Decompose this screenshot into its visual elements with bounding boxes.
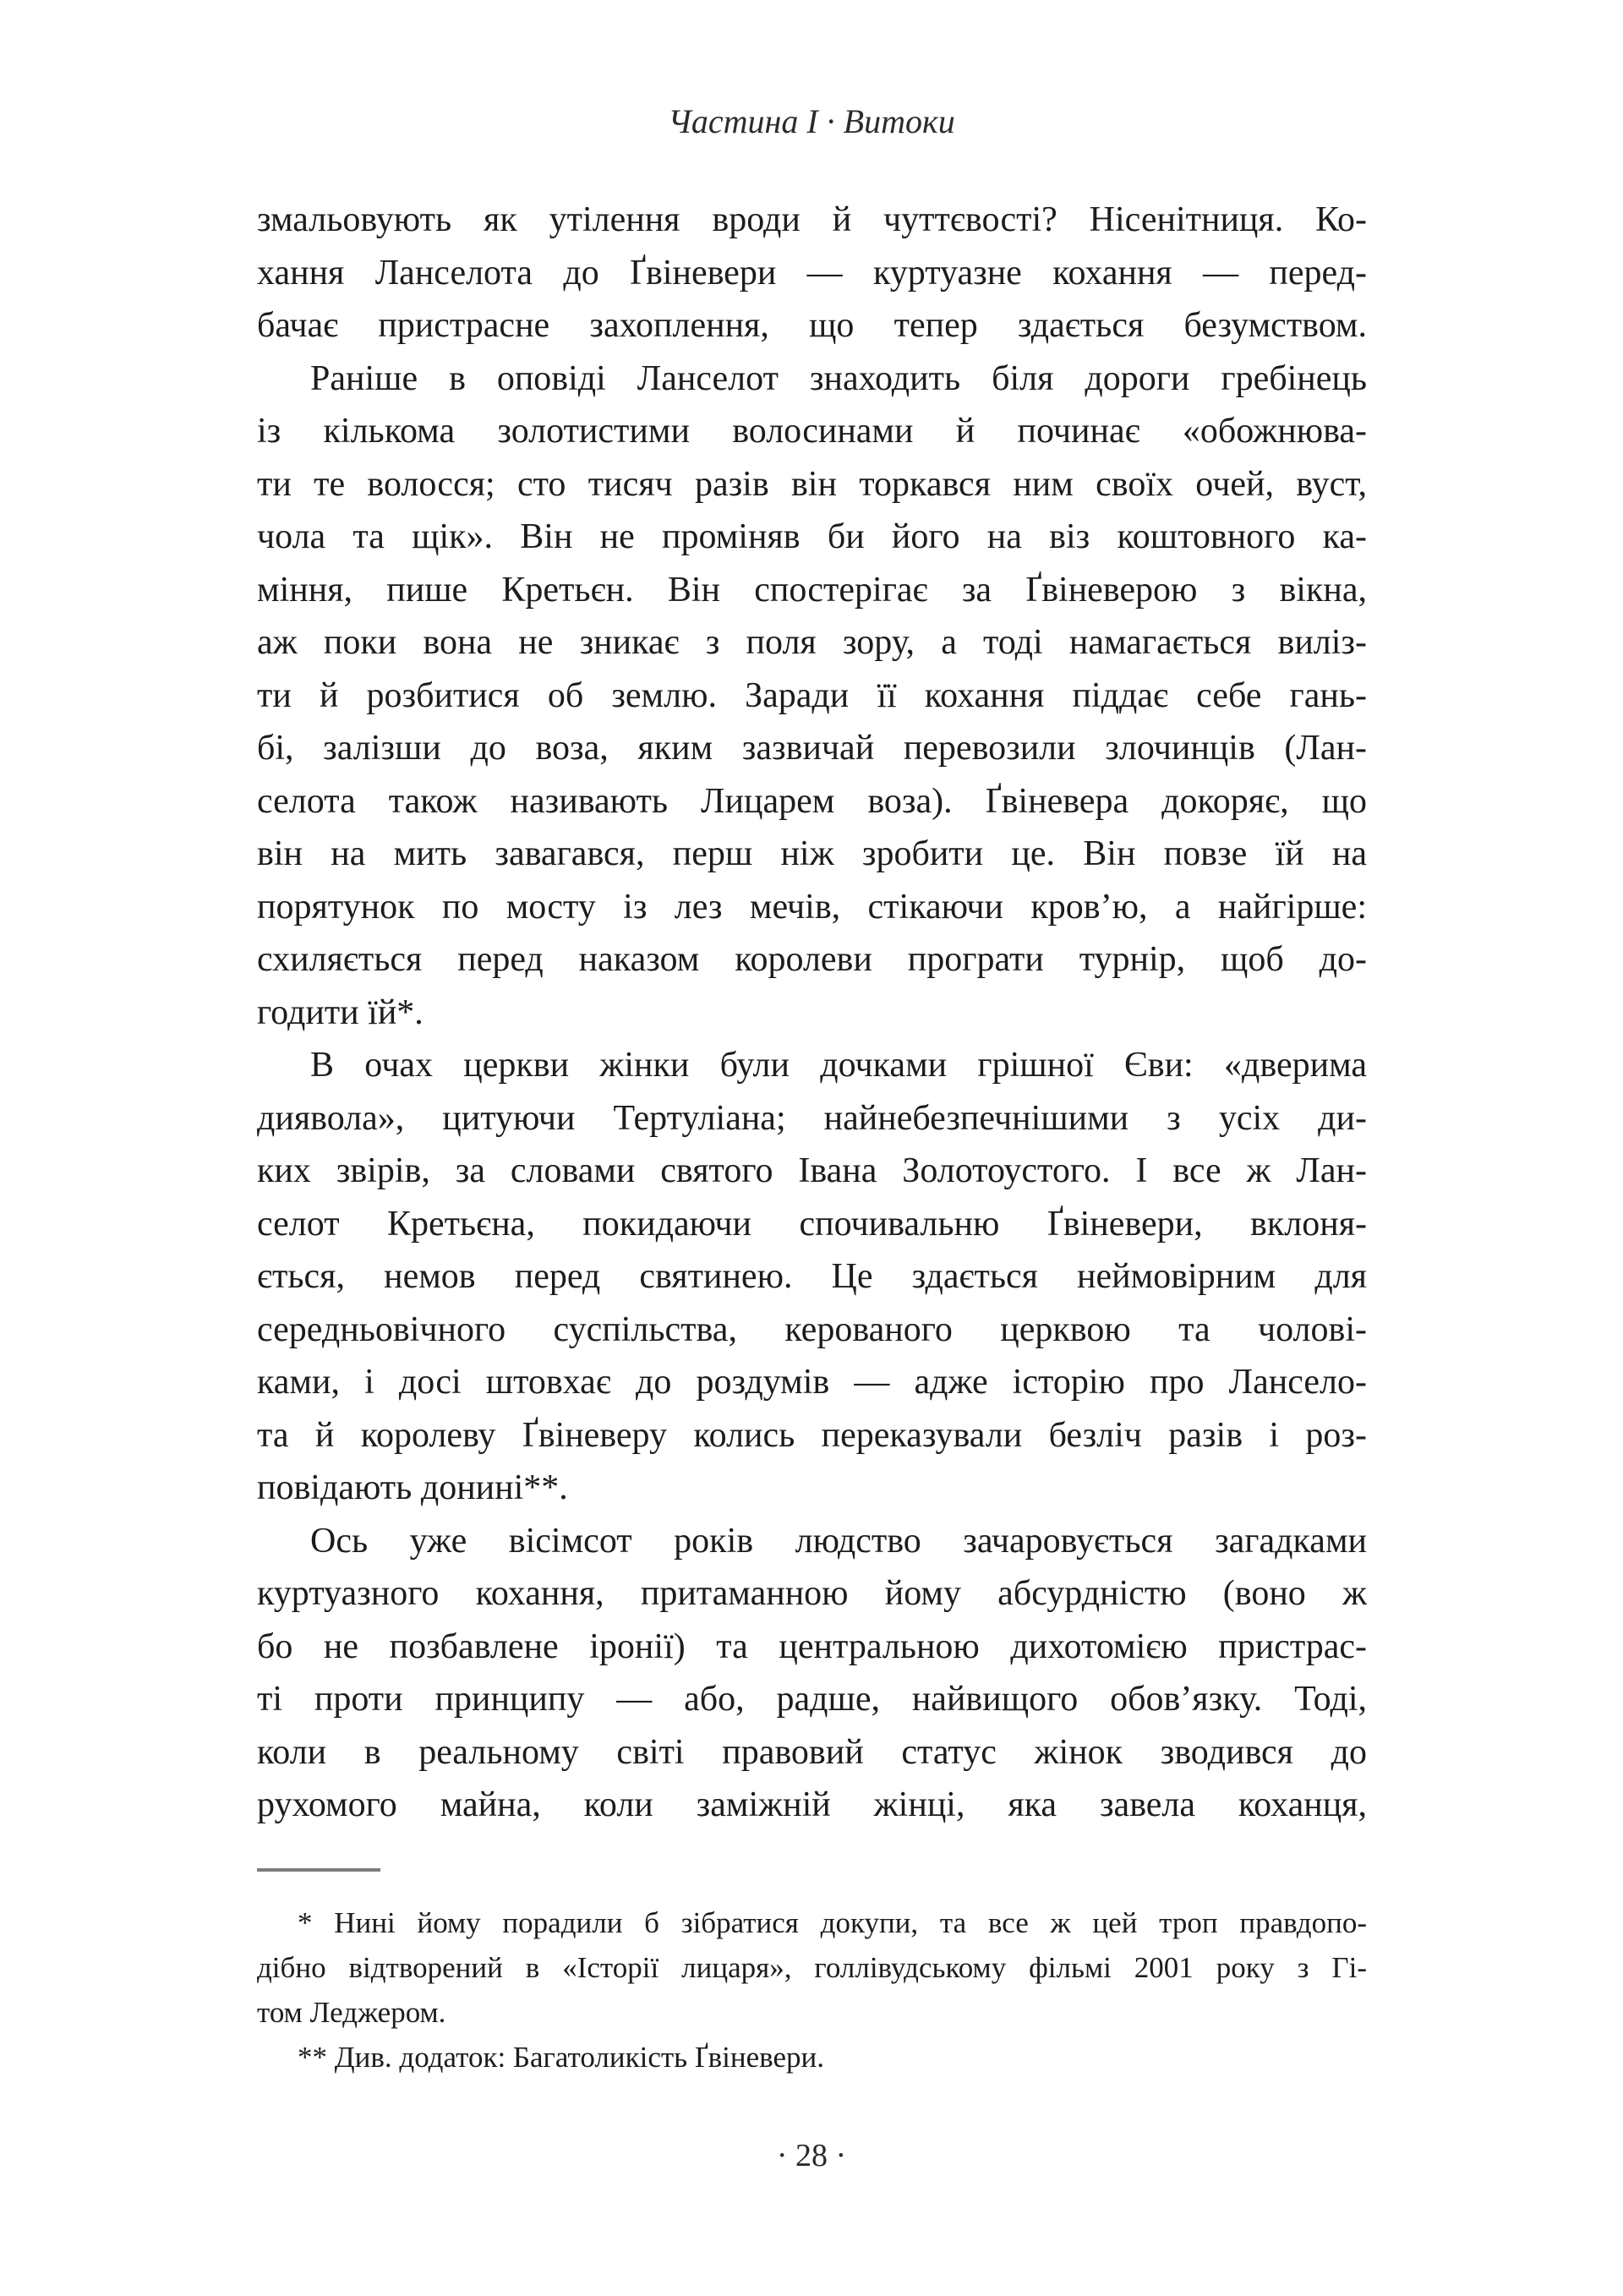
body-text-line: міння, пише Кретьєн. Він спостерігає за Ґвіневерою з вікна, — [257, 570, 1367, 610]
body-text-line: він на мить завагався, перш ніж зробити це. Він повзе їй на — [257, 834, 1367, 873]
footnote-text-line: том Леджером. — [257, 1996, 446, 2029]
footnote-text-line: дібно відтворений в «Історії лицаря», голлівудському фільмі 2001 року з Гі- — [257, 1951, 1367, 1984]
body-text-line: Ось уже вісімсот років людство зачаровується загадками — [310, 1521, 1367, 1561]
body-text-line: коли в реальному світі правовий статус жінок зводився до — [257, 1732, 1367, 1772]
body-text-line: аж поки вона не зникає з поля зору, а тоді намагається виліз- — [257, 623, 1367, 662]
body-text-line: хання Ланселота до Ґвіневери — куртуазне кохання — перед- — [257, 253, 1367, 292]
body-text-line: повідають донині**. — [257, 1468, 568, 1507]
body-text-line: ється, немов перед святинею. Це здається неймовірним для — [257, 1257, 1367, 1296]
running-head: Частина I · Витоки — [668, 102, 955, 140]
body-text-line: рухомого майна, коли заміжній жінці, яка завела коханця, — [257, 1785, 1367, 1824]
body-text-line: ти те волосся; сто тисяч разів він торкався ним своїх очей, вуст, — [257, 464, 1367, 504]
body-text-line: ких звірів, за словами святого Івана Золотоустого. І все ж Лан- — [257, 1151, 1367, 1190]
footnote-text-line: * Нині йому порадили б зібратися докупи, та все ж цей троп правдопо- — [298, 1906, 1367, 1939]
body-text-line: порятунок по мосту із лез мечів, стікаючи кров’ю, а найгірше: — [257, 887, 1367, 927]
body-text-line: ками, і досі штовхає до роздумів — адже історію про Лансело- — [257, 1363, 1367, 1402]
body-text-block — [257, 194, 1367, 1832]
footnote-divider-rule — [257, 1868, 380, 1872]
body-text-line: та й королеву Ґвіневеру колись переказували безліч разів і роз- — [257, 1415, 1367, 1455]
body-text-line: диявола», цитуючи Тертуліана; найнебезпечнішими з усіх ди- — [257, 1098, 1367, 1138]
footnotes-block — [257, 1900, 1367, 2080]
body-text-line: змальовують як утілення вроди й чуттєвості? Нісенітниця. Ко- — [257, 200, 1367, 239]
body-text-line: середньовічного суспільства, керованого церквою та чолові- — [257, 1309, 1367, 1349]
footnote-text-line: ** Див. додаток: Багатоликість Ґвіневери. — [298, 2041, 824, 2074]
body-text-line: куртуазного кохання, притаманною йому абсурдністю (воно ж — [257, 1574, 1367, 1613]
body-text-line: бачає пристрасне захоплення, що тепер здається безумством. — [257, 306, 1367, 345]
body-text-line: чола та щік». Він не проміняв би його на віз коштовного ка- — [257, 517, 1367, 556]
body-text-line: селота також називають Лицарем воза). Ґвіневера докоряє, що — [257, 781, 1367, 821]
page-number: · 28 · — [776, 2138, 847, 2173]
body-text-line: бі, залізши до воза, яким зазвичай перевозили злочинців (Лан- — [257, 729, 1367, 768]
body-text-line: із кількома золотистими волосинами й починає «обожнюва- — [257, 412, 1367, 451]
body-text-line: В очах церкви жінки були дочками грішної Єви: «дверима — [310, 1046, 1367, 1085]
body-text-line: годити їй*. — [257, 992, 424, 1032]
body-text-line: селот Кретьєна, покидаючи спочивальню Ґвіневери, вклоня- — [257, 1204, 1367, 1244]
body-text-line: схиляється перед наказом королеви програти турнір, щоб до- — [257, 940, 1367, 979]
body-text-line: бо не позбавлене іронії) та центральною дихотомією пристрас- — [257, 1626, 1367, 1666]
body-text-line: Раніше в оповіді Ланселот знаходить біля дороги гребінець — [310, 358, 1367, 398]
body-text-line: ти й розбитися об землю. Заради її кохання піддає себе гань- — [257, 675, 1367, 715]
body-text-line: ті проти принципу — або, радше, найвищого обов’язку. Тоді, — [257, 1680, 1367, 1719]
